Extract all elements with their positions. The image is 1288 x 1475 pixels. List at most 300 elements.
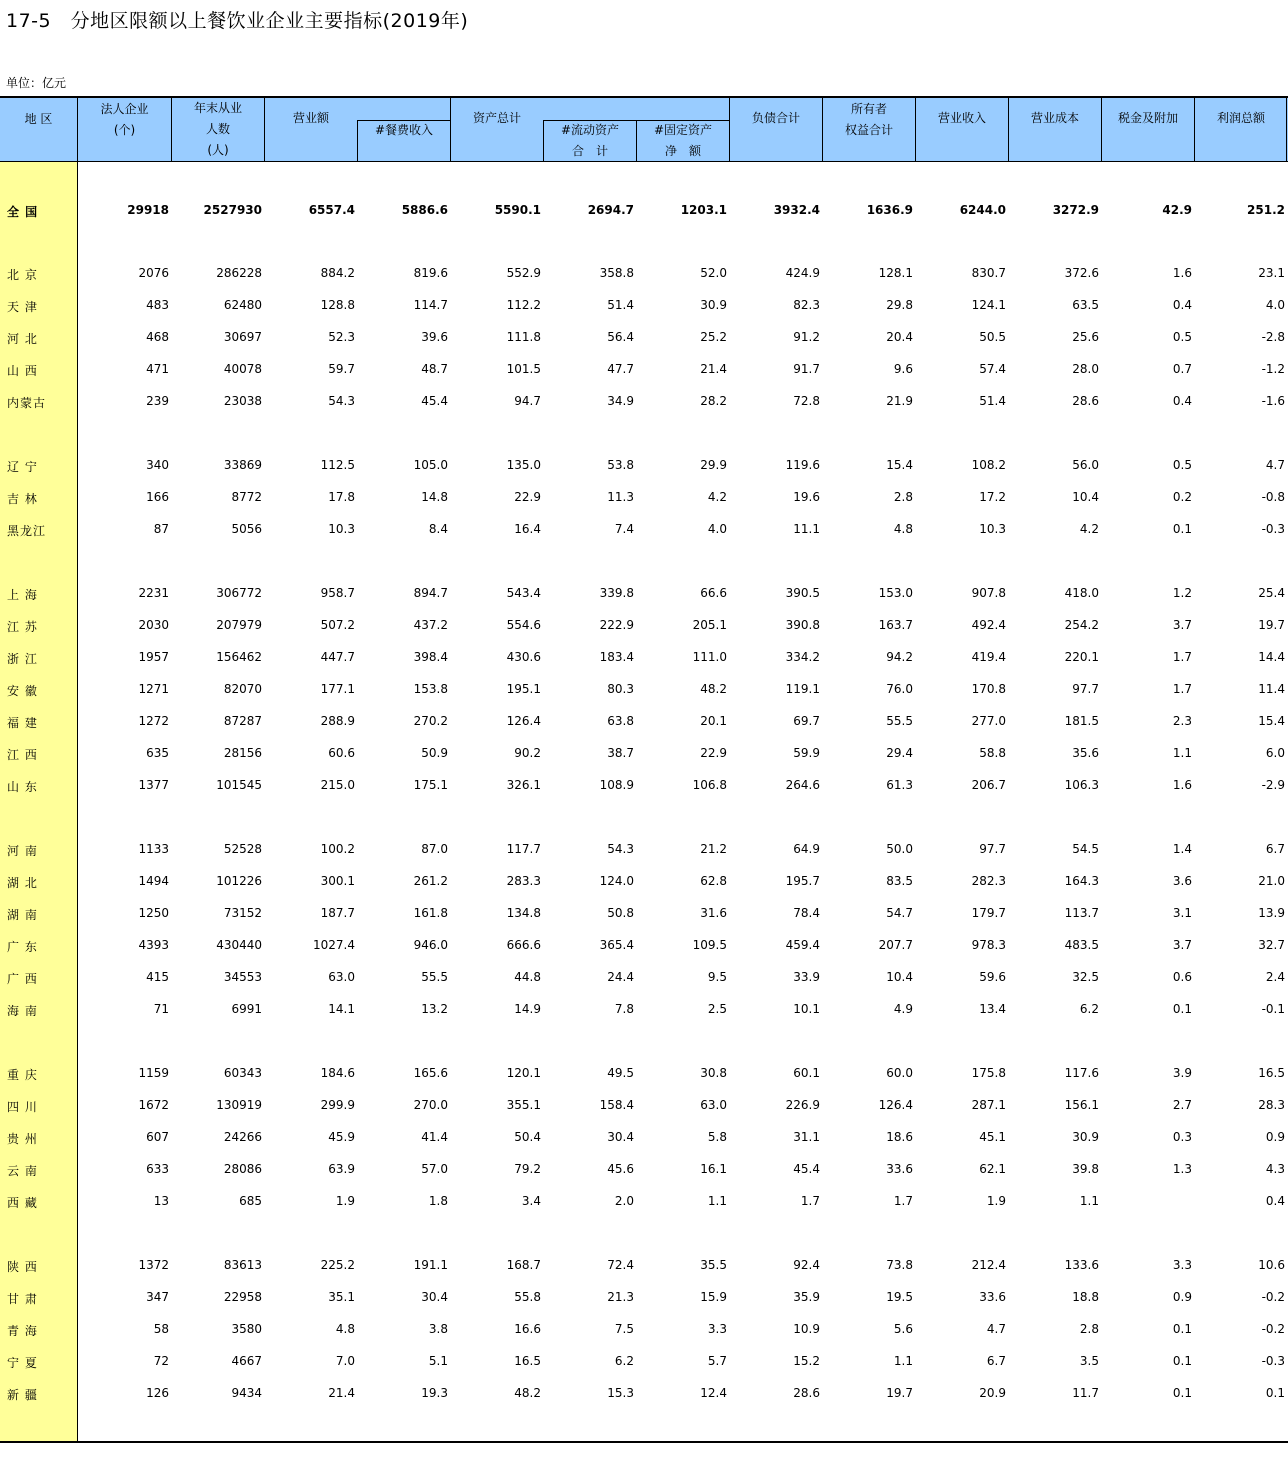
table-cell: 1272 [138, 714, 169, 728]
table-cell: 419.4 [971, 650, 1006, 664]
table-row [0, 1192, 1288, 1212]
table-cell: 215.0 [320, 778, 355, 792]
table-cell: 15.4 [1258, 714, 1285, 728]
row-region-name: 山 西 [7, 364, 38, 378]
table-cell: 1.8 [428, 1194, 448, 1208]
table-cell: 459.4 [785, 938, 820, 952]
table-cell: 0.9 [1172, 1290, 1192, 1304]
table-cell: 57.4 [979, 362, 1006, 376]
table-cell: 1.7 [893, 1194, 913, 1208]
table-cell: 19.6 [793, 490, 820, 504]
table-cell: 112.2 [506, 298, 541, 312]
table-cell: 39.8 [1072, 1162, 1099, 1176]
table-cell: 978.3 [971, 938, 1006, 952]
table-cell: 52.3 [328, 330, 355, 344]
table-cell: 1.3 [1172, 1162, 1192, 1176]
table-cell: 5.8 [707, 1130, 727, 1144]
table-cell: 161.8 [413, 906, 448, 920]
table-cell: 287.1 [971, 1098, 1006, 1112]
table-cell: 0.1 [1172, 1002, 1192, 1016]
header-operating-income: 营业收入 [937, 111, 986, 125]
table-cell: 1159 [138, 1066, 169, 1080]
table-cell: 4.0 [707, 522, 727, 536]
table-cell: 73.8 [886, 1258, 913, 1272]
table-cell: 0.1 [1265, 1386, 1285, 1400]
table-cell: 40078 [223, 362, 262, 376]
table-cell: 277.0 [971, 714, 1006, 728]
table-cell: 4.3 [1265, 1162, 1285, 1176]
table-cell: 415 [146, 970, 169, 984]
table-row [0, 1288, 1288, 1308]
table-row [0, 360, 1288, 380]
row-region-name: 江 苏 [7, 620, 38, 634]
table-cell: 108.2 [971, 458, 1006, 472]
table-cell: 0.1 [1172, 1386, 1192, 1400]
table-cell: 3.3 [1172, 1258, 1192, 1272]
table-cell: 552.9 [506, 266, 541, 280]
table-cell: 17.2 [979, 490, 1006, 504]
table-cell: 4.0 [1265, 298, 1285, 312]
table-cell: 82070 [223, 682, 262, 696]
row-region-name: 河 北 [7, 332, 38, 346]
table-cell: 0.6 [1172, 970, 1192, 984]
table-cell: 299.9 [320, 1098, 355, 1112]
table-cell: 6244.0 [959, 203, 1006, 217]
table-cell: 1.1 [1079, 1194, 1099, 1208]
table-cell: 55.5 [886, 714, 913, 728]
table-cell: 175.1 [413, 778, 448, 792]
table-cell: 106.3 [1064, 778, 1099, 792]
table-cell: 19.5 [886, 1290, 913, 1304]
header-equity: 所有者 [850, 102, 887, 116]
table-cell: 1.2 [1172, 586, 1192, 600]
table-cell: 16.1 [700, 1162, 727, 1176]
table-cell: 1.9 [335, 1194, 355, 1208]
table-cell: 56.0 [1072, 458, 1099, 472]
table-cell: 6.7 [1265, 842, 1285, 856]
table-cell: 61.3 [886, 778, 913, 792]
table-cell: 1027.4 [313, 938, 355, 952]
table-cell: -0.2 [1261, 1290, 1285, 1304]
row-region-name: 甘 肃 [7, 1292, 38, 1306]
table-cell: 101.5 [506, 362, 541, 376]
table-cell: 13 [153, 1194, 169, 1208]
table-cell: 7.4 [614, 522, 634, 536]
table-cell: 79.2 [514, 1162, 541, 1176]
table-cell: 106.8 [692, 778, 727, 792]
table-cell: 15.4 [886, 458, 913, 472]
table-cell: 90.2 [514, 746, 541, 760]
table-cell: 53.8 [607, 458, 634, 472]
table-cell: 3272.9 [1052, 203, 1099, 217]
table-cell: 109.5 [692, 938, 727, 952]
row-region-name: 西 藏 [7, 1196, 38, 1210]
table-cell: 1.7 [1172, 650, 1192, 664]
table-cell: 35.6 [1072, 746, 1099, 760]
table-cell: 0.1 [1172, 1322, 1192, 1336]
table-cell: 97.7 [979, 842, 1006, 856]
table-cell: 30.9 [700, 298, 727, 312]
table-cell: 326.1 [506, 778, 541, 792]
table-cell: 5590.1 [494, 203, 541, 217]
table-cell: 0.4 [1172, 394, 1192, 408]
table-cell: 117.7 [506, 842, 541, 856]
table-row [0, 1320, 1288, 1340]
table-cell: 179.7 [971, 906, 1006, 920]
table-cell: 134.8 [506, 906, 541, 920]
table-cell: 63.0 [700, 1098, 727, 1112]
table-cell: -0.8 [1261, 490, 1285, 504]
table-cell: 30.8 [700, 1066, 727, 1080]
row-region-name: 贵 州 [7, 1132, 38, 1146]
unit-label: 单位：亿元 [6, 76, 67, 90]
table-cell: 14.1 [328, 1002, 355, 1016]
table-cell: 105.0 [413, 458, 448, 472]
table-cell: 5.6 [893, 1322, 913, 1336]
table-cell: 58.8 [979, 746, 1006, 760]
table-cell: 1377 [138, 778, 169, 792]
table-cell: 71 [153, 1002, 169, 1016]
row-region-name: 全 国 [7, 205, 39, 219]
table-cell: 212.4 [971, 1258, 1006, 1272]
table-cell: 2.5 [707, 1002, 727, 1016]
table-cell: 2.8 [893, 490, 913, 504]
table-cell: 50.4 [514, 1130, 541, 1144]
table-cell: 52528 [223, 842, 262, 856]
table-cell: 447.7 [320, 650, 355, 664]
table-row [0, 1096, 1288, 1116]
table-cell: 16.5 [514, 1354, 541, 1368]
table-cell: 91.7 [793, 362, 820, 376]
row-region-name: 上 海 [7, 588, 38, 602]
table-cell: 0.1 [1172, 522, 1192, 536]
table-cell: 73152 [223, 906, 262, 920]
table-cell: 9.5 [707, 970, 727, 984]
table-cell: 25.6 [1072, 330, 1099, 344]
table-cell: 946.0 [413, 938, 448, 952]
header-total-profit: 利润总额 [1216, 111, 1265, 125]
table-cell: 120.1 [506, 1066, 541, 1080]
table-cell: 177.1 [320, 682, 355, 696]
table-cell: 38.7 [607, 746, 634, 760]
table-cell: 21.9 [886, 394, 913, 408]
table-cell: 7.8 [614, 1002, 634, 1016]
table-cell: 2527930 [203, 203, 262, 217]
table-cell: 133.6 [1064, 1258, 1099, 1272]
table-cell: 4.8 [893, 522, 913, 536]
table-cell: 94.7 [514, 394, 541, 408]
table-cell: 543.4 [506, 586, 541, 600]
table-cell: 165.6 [413, 1066, 448, 1080]
header-total-assets: 资产总计 [472, 111, 521, 125]
table-cell: 170.8 [971, 682, 1006, 696]
table-cell: 114.7 [413, 298, 448, 312]
table-cell: 437.2 [413, 618, 448, 632]
table-cell: 45.1 [979, 1130, 1006, 1144]
table-cell: 62.1 [979, 1162, 1006, 1176]
table-cell: 2030 [138, 618, 169, 632]
table-cell: 72 [153, 1354, 169, 1368]
table-cell: 45.4 [793, 1162, 820, 1176]
table-cell: 5.1 [428, 1354, 448, 1368]
table-row [0, 264, 1288, 284]
table-cell: 9.6 [893, 362, 913, 376]
table-row [0, 744, 1288, 764]
header-taxes: 税金及附加 [1117, 111, 1178, 125]
header-legal-entities: 法人企业 [100, 102, 149, 116]
table-cell: 205.1 [692, 618, 727, 632]
table-cell: 166 [146, 490, 169, 504]
table-cell: 119.6 [785, 458, 820, 472]
table-cell: 3.3 [707, 1322, 727, 1336]
table-cell: 195.7 [785, 874, 820, 888]
table-cell: 1.1 [707, 1194, 727, 1208]
table-cell: 22.9 [700, 746, 727, 760]
table-cell: 9434 [231, 1386, 262, 1400]
table-cell: 63.5 [1072, 298, 1099, 312]
table-cell: 0.1 [1172, 1354, 1192, 1368]
table-cell: 126.4 [878, 1098, 913, 1112]
table-cell: 29918 [127, 203, 169, 217]
row-region-name: 天 津 [7, 300, 38, 314]
table-cell: 10.6 [1258, 1258, 1285, 1272]
table-cell: 54.7 [886, 906, 913, 920]
row-region-name: 江 西 [7, 748, 38, 762]
table-cell: 483.5 [1064, 938, 1099, 952]
table-cell: 306772 [216, 586, 262, 600]
table-cell: 1133 [138, 842, 169, 856]
table-cell: 1203.1 [680, 203, 727, 217]
table-cell: 340 [146, 458, 169, 472]
table-cell: 300.1 [320, 874, 355, 888]
table-row-total [0, 201, 1288, 221]
table-row [0, 904, 1288, 924]
table-cell: 264.6 [785, 778, 820, 792]
header-current-assets-l2: 合 计 [571, 144, 608, 158]
table-cell: 21.4 [700, 362, 727, 376]
table-cell: 60.6 [328, 746, 355, 760]
table-cell: -1.6 [1261, 394, 1285, 408]
table-cell: 13.2 [421, 1002, 448, 1016]
table-cell: 21.4 [328, 1386, 355, 1400]
table-cell: 158.4 [599, 1098, 634, 1112]
table-cell: 1957 [138, 650, 169, 664]
table-cell: 1.6 [1172, 778, 1192, 792]
table-cell: 60.1 [793, 1066, 820, 1080]
table-cell: 175.8 [971, 1066, 1006, 1080]
table-row [0, 392, 1288, 412]
table-cell: 24.4 [607, 970, 634, 984]
table-cell: 59.9 [793, 746, 820, 760]
table-row [0, 1384, 1288, 1404]
table-cell: 113.7 [1064, 906, 1099, 920]
table-cell: 195.1 [506, 682, 541, 696]
table-cell: 32.7 [1258, 938, 1285, 952]
table-row [0, 520, 1288, 540]
row-region-name: 云 南 [7, 1164, 38, 1178]
table-cell: 6.7 [986, 1354, 1006, 1368]
table-cell: 398.4 [413, 650, 448, 664]
table-cell: 28.3 [1258, 1098, 1285, 1112]
header-revenue: 营业额 [292, 111, 329, 125]
table-cell: 483 [146, 298, 169, 312]
table-cell: 372.6 [1064, 266, 1099, 280]
table-cell: 183.4 [599, 650, 634, 664]
table-cell: 23038 [223, 394, 262, 408]
table-cell: 261.2 [413, 874, 448, 888]
table-cell: 97.7 [1072, 682, 1099, 696]
row-region-name: 黑龙江 [7, 524, 47, 538]
table-cell: 19.7 [886, 1386, 913, 1400]
row-region-name: 重 庆 [7, 1068, 38, 1082]
table-cell: 63.8 [607, 714, 634, 728]
table-cell: 30.9 [1072, 1130, 1099, 1144]
table-cell: 3.4 [521, 1194, 541, 1208]
table-cell: 130919 [216, 1098, 262, 1112]
table-cell: 55.8 [514, 1290, 541, 1304]
table-cell: 29.4 [886, 746, 913, 760]
table-cell: 10.4 [1072, 490, 1099, 504]
row-region-name: 青 海 [7, 1324, 38, 1338]
table-cell: 82.3 [793, 298, 820, 312]
table-cell: 3580 [231, 1322, 262, 1336]
table-cell: 108.9 [599, 778, 634, 792]
table-cell: 6.2 [1079, 1002, 1099, 1016]
table-cell: 1494 [138, 874, 169, 888]
table-cell: 187.7 [320, 906, 355, 920]
table-cell: 191.1 [413, 1258, 448, 1272]
table-cell: 22.9 [514, 490, 541, 504]
table-cell: 339.8 [599, 586, 634, 600]
table-cell: 1.9 [986, 1194, 1006, 1208]
table-cell: 14.8 [421, 490, 448, 504]
table-cell: 164.3 [1064, 874, 1099, 888]
table-cell: 87287 [223, 714, 262, 728]
table-cell: 28.6 [793, 1386, 820, 1400]
table-cell: 430.6 [506, 650, 541, 664]
table-cell: 94.2 [886, 650, 913, 664]
table-cell: 156462 [216, 650, 262, 664]
table-cell: 33869 [223, 458, 262, 472]
table-cell: 19.3 [421, 1386, 448, 1400]
row-region-name: 安 徽 [7, 684, 38, 698]
table-cell: 4.7 [1265, 458, 1285, 472]
table-cell: 4.9 [893, 1002, 913, 1016]
table-cell: 958.7 [320, 586, 355, 600]
table-cell: 111.0 [692, 650, 727, 664]
table-cell: 31.6 [700, 906, 727, 920]
table-cell: 225.2 [320, 1258, 355, 1272]
table-row [0, 1256, 1288, 1276]
table-cell: 156.1 [1064, 1098, 1099, 1112]
table-row [0, 648, 1288, 668]
table-cell: 884.2 [320, 266, 355, 280]
table-cell: 554.6 [506, 618, 541, 632]
table-cell: 2.8 [1079, 1322, 1099, 1336]
table-cell: 20.1 [700, 714, 727, 728]
table-cell: 28.6 [1072, 394, 1099, 408]
table-cell: 207979 [216, 618, 262, 632]
table-cell: 286228 [216, 266, 262, 280]
table-cell: 56.4 [607, 330, 634, 344]
table-row [0, 1352, 1288, 1372]
table-cell: 2.3 [1172, 714, 1192, 728]
table-cell: 239 [146, 394, 169, 408]
table-cell: 4393 [138, 938, 169, 952]
table-cell: 10.3 [979, 522, 1006, 536]
table-cell: 28086 [223, 1162, 262, 1176]
table-cell: 1.7 [1172, 682, 1192, 696]
table-cell: 7.5 [614, 1322, 634, 1336]
table-cell: 4.8 [335, 1322, 355, 1336]
table-cell: 10.1 [793, 1002, 820, 1016]
table-cell: 28156 [223, 746, 262, 760]
table-cell: 11.1 [793, 522, 820, 536]
table-cell: 6557.4 [308, 203, 355, 217]
row-region-name: 海 南 [7, 1004, 38, 1018]
table-cell: 365.4 [599, 938, 634, 952]
table-cell: 1372 [138, 1258, 169, 1272]
row-region-name: 福 建 [7, 716, 38, 730]
table-cell: 33.6 [979, 1290, 1006, 1304]
table-cell: 50.0 [886, 842, 913, 856]
table-cell: 32.5 [1072, 970, 1099, 984]
table-cell: 54.3 [328, 394, 355, 408]
table-cell: 111.8 [506, 330, 541, 344]
row-region-name: 新 疆 [7, 1388, 38, 1402]
table-cell: 100.2 [320, 842, 355, 856]
table-cell: 21.3 [607, 1290, 634, 1304]
table-cell: 35.5 [700, 1258, 727, 1272]
table-row [0, 616, 1288, 636]
table-cell: 153.8 [413, 682, 448, 696]
table-cell: 507.2 [320, 618, 355, 632]
table-cell: 15.3 [607, 1386, 634, 1400]
table-cell: 355.1 [506, 1098, 541, 1112]
table-cell: -1.2 [1261, 362, 1285, 376]
table-cell: 63.0 [328, 970, 355, 984]
table-cell: 48.7 [421, 362, 448, 376]
table-cell: 3.8 [428, 1322, 448, 1336]
table-cell: 101545 [216, 778, 262, 792]
table-cell: 184.6 [320, 1066, 355, 1080]
table-cell: -0.1 [1261, 1002, 1285, 1016]
table-cell: 270.2 [413, 714, 448, 728]
table-cell: 34553 [223, 970, 262, 984]
table-cell: 607 [146, 1130, 169, 1144]
table-cell: -0.3 [1261, 1354, 1285, 1368]
table-cell: 44.8 [514, 970, 541, 984]
table-cell: 11.7 [1072, 1386, 1099, 1400]
table-cell: 135.0 [506, 458, 541, 472]
table-cell: 50.9 [421, 746, 448, 760]
table-cell: 87.0 [421, 842, 448, 856]
table-cell: 3.7 [1172, 938, 1192, 952]
table-cell: 3.9 [1172, 1066, 1192, 1080]
table-cell: 21.0 [1258, 874, 1285, 888]
table-cell: 19.7 [1258, 618, 1285, 632]
table-cell: 124.1 [971, 298, 1006, 312]
table-cell: 0.2 [1172, 490, 1192, 504]
table-cell: 51.4 [979, 394, 1006, 408]
table-cell: 23.1 [1258, 266, 1285, 280]
header-catering-income: #餐费收入 [374, 123, 434, 137]
row-region-name: 浙 江 [7, 652, 38, 666]
table-cell: 45.9 [328, 1130, 355, 1144]
table-cell: 14.9 [514, 1002, 541, 1016]
table-cell: 83.5 [886, 874, 913, 888]
table-cell: 4.2 [1079, 522, 1099, 536]
